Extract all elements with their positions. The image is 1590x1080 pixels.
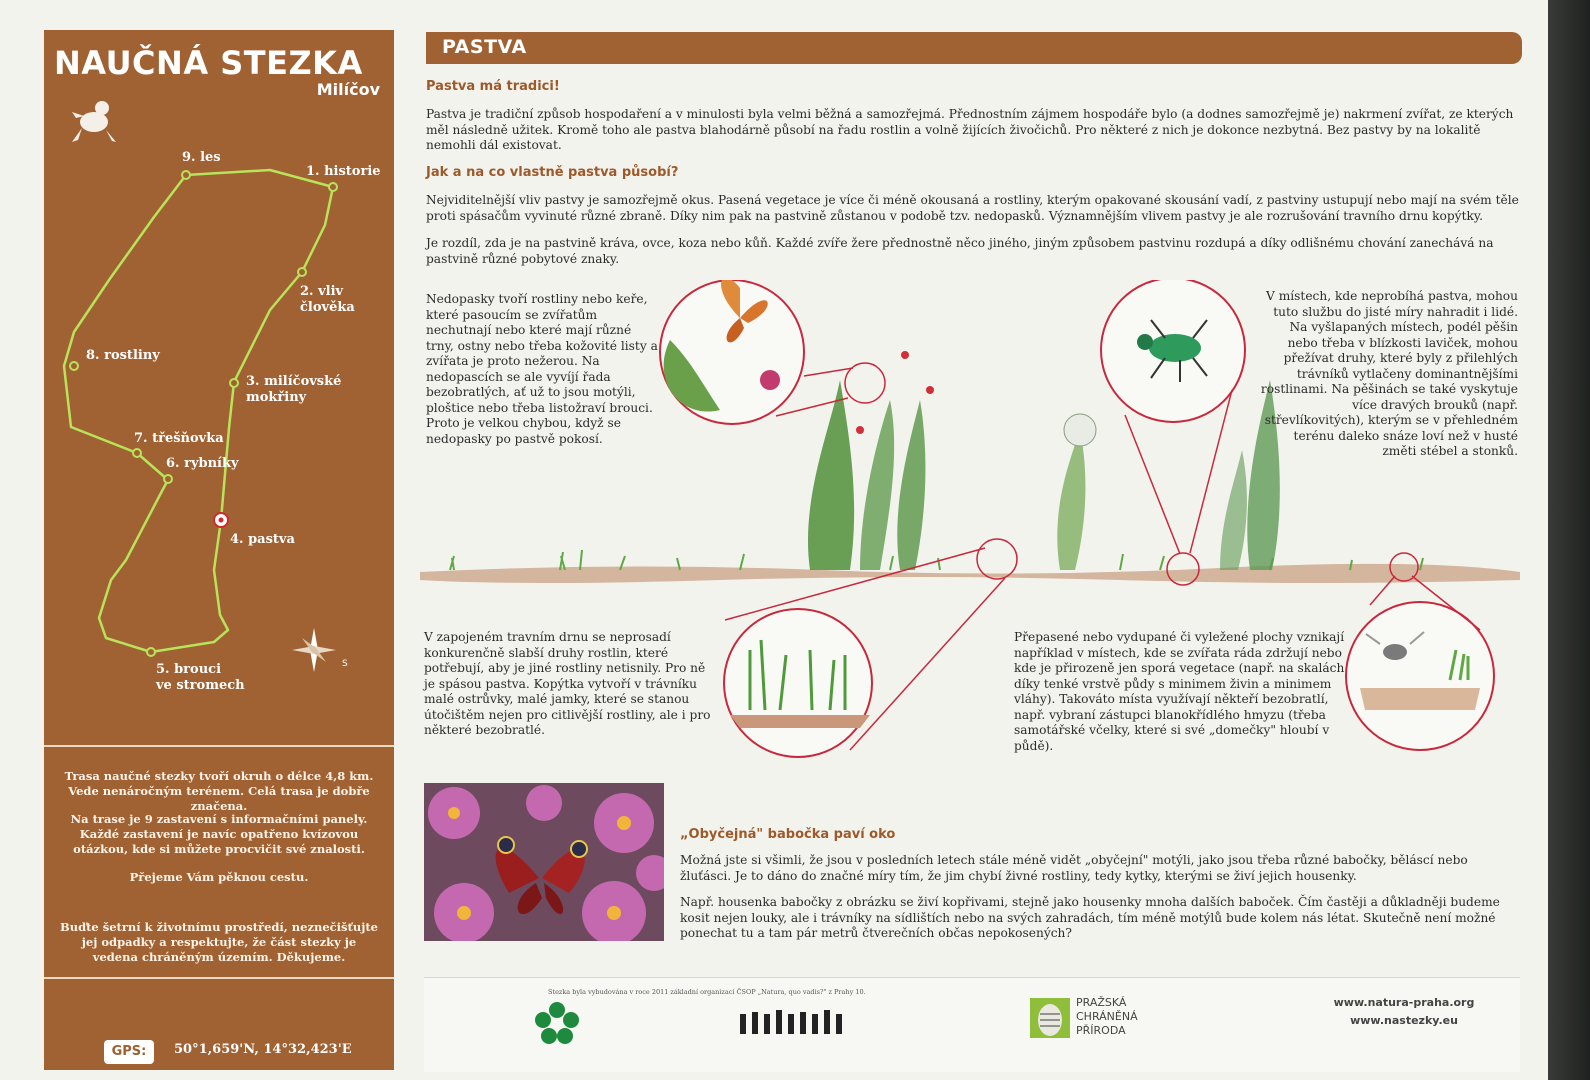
info-text-1: Trasa naučné stezky tvoří okruh o délce 4,8 km. Vede nenáročným terénem. Celá trasa je dobře značena. (64, 769, 374, 813)
paragraph-effects-1: Nejviditelnější vliv pastvy je samozřejmě okus. Pasená vegetace je více či méně okousaná a rostliny, kterým opakované skousání vadí, z pastviny ustupují nebo mají na svém těle proti spásačům vyvinuté různé zbraně. Díky nim pak na pastvině zůstanou v podobě tzv. nedopasků. Významnějším vlivem pastvy je ale rozrušování travního drnu kopýtky. (426, 193, 1519, 223)
trail-info (44, 745, 394, 979)
peacock-butterfly-photo (424, 783, 664, 941)
footer-credit: Stezka byla vybudována v roce 2011 základní organizací ČSOP „Natura, quo vadis?" z Prahy 10. (548, 988, 866, 996)
website-link-1[interactable]: www.natura-praha.org (1333, 996, 1475, 1009)
gps-coordinates: 50°1,659'N, 14°32,423'E (174, 1042, 352, 1057)
trail-subtitle: Milíčov (316, 80, 380, 99)
trilobite-logo-icon (1028, 996, 1072, 1040)
stop-1-label: 1. historie (306, 164, 381, 179)
stop-7-label: 7. třešňovka (134, 431, 224, 446)
plant-thistle-group (808, 351, 934, 570)
trail-title: NAUČNÁ STEZKA (54, 44, 363, 82)
prazska-chranena-priroda-text: PRAŽSKÁ CHRÁNĚNÁ PŘÍRODA (1076, 996, 1138, 1037)
section-header (426, 32, 1522, 64)
stop-2-label: 2. vliv člověka (300, 284, 355, 315)
natura-quo-vadis-logo-icon (734, 1006, 854, 1042)
left-panel (44, 30, 394, 1070)
board-frame (1548, 0, 1590, 1080)
svg-text:S: S (342, 659, 348, 669)
paragraph-butterfly-1: Možná jste si všimli, že jsou v posledních letech stále méně vidět „obyčejní" motýli, jako jsou třeba různé babočky, běláscí nebo žluťásci. Je to dáno do značné míry tím, že jim chybí živné rostliny, tedy kytky, kterými se živí jejich housenky. (680, 853, 1468, 883)
csop-logo-icon (529, 996, 585, 1052)
paragraph-effects-2: Je rozdíl, zda je na pastvině kráva, ovce, koza nebo kůň. Každé zvíře žere přednostně něco jiného, jiným způsobem pastvinu rozdupá a díky odlišnému chování zanechává na pastvině různé pobytové znaky. (426, 236, 1494, 266)
plant-yarrow (1057, 414, 1096, 570)
gps-badge: GPS: (104, 1040, 154, 1064)
website-link-2[interactable]: www.nastezky.eu (1350, 1014, 1458, 1027)
header-title: PASTVA (442, 36, 527, 58)
caption-bottom-right: Přepasené nebo vydupané či vyležené plochy vznikají například v místech, kde se zvířata ráda zdržují nebo kde je přirozeně jen sporá vegetace (např. na skalách díky tenké vrstvě půdy s minimem živin a minimem vláhy). Takováto místa využívají někteří bezobratlí, např. vybraní zástupci blanokřídlého hmyzu (třeba samotářské včelky, které si své „domečky" hloubí v půdě). (1014, 630, 1345, 753)
info-text-4: Buďte šetrní k životnímu prostředí, neznečišťujte jej odpadky a respektujte, že část stezky je vedena chráněným územím. Děkujeme. (60, 920, 378, 964)
compass-icon (292, 628, 336, 672)
footer (424, 977, 1520, 1072)
info-text-2: Na trase je 9 zastavení s informačními panely. Každé zastavení je navíc opatřeno kvízovou otázkou, kde si můžete procvičit své znalosti. (70, 812, 368, 856)
stop-4-label: 4. pastva (230, 532, 295, 547)
caption-top-left: Nedopasky tvoří rostliny nebo keře, které pasoucím se zvířatům nechutnají nebo které mají různé trny, ostny nebo třeba kožovité listy a zvířata je proto nežerou. Na nedopascích se ale vyvíjí řada bezobratlých, ať už to jsou motýli, ploštice nebo třeba listožraví brouci. Proto je velkou chybou, když se nedopasky po pastvě pokosí. (426, 292, 658, 446)
paragraph-tradition: Pastva je tradiční způsob hospodaření a v minulosti byla velmi běžná a samozřejmá. Přednostním zájmem hospodáře bylo (a dodnes samozřejmě je) nakrmení zvířat, ze kterých měl následně užitek. Kromě toho ale pastva blahodárně působí na řadu rostlin a volně žijících živočichů. Pro některé z nich je dokonce nezbytná. Bez pastvy by na lokalitě nemohli dál existovat. (426, 107, 1514, 152)
stop-3-label: 3. milíčovské mokřiny (246, 374, 342, 405)
heading-butterfly: „Obyčejná" babočka paví oko (680, 827, 896, 842)
stop-6-label: 6. rybníky (166, 456, 239, 471)
info-text-3: Přejeme Vám pěknou cestu. (129, 870, 309, 884)
stop-9-label: 9. les (182, 150, 221, 165)
caption-bottom-left: V zapojeném travním drnu se neprosadí konkurenčně slabší druhy rostlin, které potřebují, aby je jiné rostliny netisnily. Pro ně je spásou pastva. Kopýtka vytvoří v trávníku malé ostrůvky, malé jamky, které se stanou útočištěm nejen pro citlivější rostliny, ale i pro některé bezobratlé. (424, 630, 711, 737)
caption-top-right: V místech, kde neprobíhá pastva, mohou tuto službu do jisté míry nahradit i lidé. Na vyšlapaných místech, podél pěšin nebo třeba v blízkosti laviček, mohou přežívat druhy, které byly z přilehlých trávníků vytlačeny dominantnějšími rostlinami. Na pěšinách se také vyskytuje více dravých brouků (např. střevlíkovitých), kterým se v přehledném terénu daleko snáze loví než v husté změti stébel a stonků. (1260, 289, 1518, 458)
paragraph-butterfly-2: Např. housenka babočky z obrázku se živí kopřivami, stejně jako housenky mnoha dalších baboček. Čím častěji a důkladněji budeme kosit nejen louky, ale i trávníky na sídlištích nebo na svých zahradách, tím méně motýlů bude kolem nás létat. Skutečně není možné ponechat tu a tam pár metrů čtverečních občas nepokosených? (680, 895, 1500, 940)
frog-icon (72, 101, 116, 142)
heading-effects: Jak a na co vlastně pastva působí? (426, 165, 679, 180)
stop-5-label: 5. brouci ve stromech (156, 662, 245, 693)
heading-tradition: Pastva má tradici! (426, 79, 560, 94)
stop-8-label: 8. rostliny (86, 348, 160, 363)
gps-row (44, 975, 394, 1070)
